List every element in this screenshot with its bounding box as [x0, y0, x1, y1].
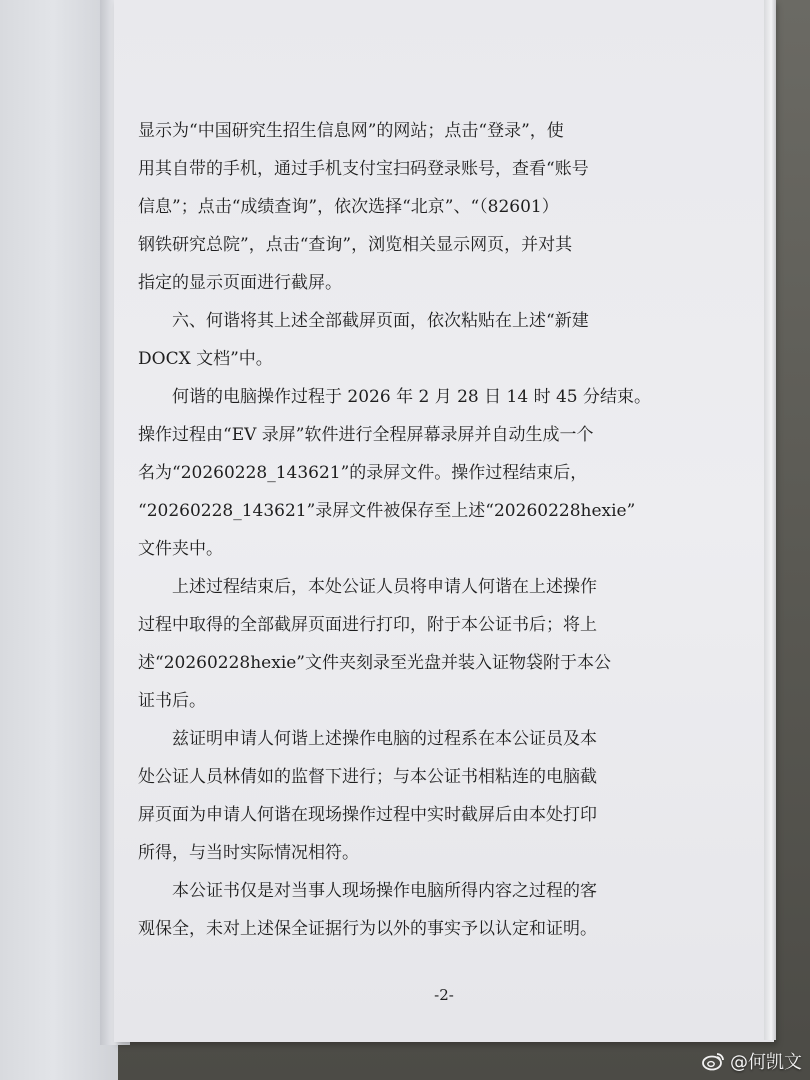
- text-line: 名为“20260228_143621”的录屏文件。操作过程结束后，: [138, 463, 588, 483]
- weibo-watermark: [702, 1048, 802, 1074]
- text-line: “20260228_143621”录屏文件被保存至上述“20260228hexie”: [138, 501, 636, 521]
- text-line: 钢铁研究总院”，点击“查询”，浏览相关显示网页，并对其: [138, 235, 573, 255]
- page-edge: [764, 0, 776, 1040]
- text-line: 用其自带的手机，通过手机支付宝扫码登录账号，查看“账号: [138, 159, 589, 179]
- text-line: 何谐的电脑操作过程于 2026 年 2 月 28 日 14 时 45 分结束。: [172, 387, 652, 407]
- paragraph: [138, 872, 668, 948]
- text-line: 所得，与当时实际情况相符。: [138, 843, 359, 863]
- text-line: 上述过程结束后，本处公证人员将申请人何谐在上述操作: [172, 577, 597, 597]
- paragraph: [138, 568, 668, 720]
- text-line: 六、何谐将其上述全部截屏页面，依次粘贴在上述“新建: [172, 311, 589, 331]
- text-line: 屏页面为申请人何谐在现场操作过程中实时截屏后由本处打印: [138, 805, 597, 825]
- page-number: -2-: [434, 986, 454, 1004]
- weibo-icon: [702, 1051, 726, 1071]
- paragraph: [138, 302, 668, 378]
- paragraph: [138, 720, 668, 872]
- text-line: 观保全，未对上述保全证据行为以外的事实予以认定和证明。: [138, 919, 597, 939]
- text-line: DOCX 文档”中。: [138, 349, 273, 369]
- text-line: 过程中取得的全部截屏页面进行打印，附于本公证书后；将上: [138, 615, 597, 635]
- text-line: 显示为“中国研究生招生信息网”的网站；点击“登录”，使: [138, 121, 564, 141]
- text-line: 述“20260228hexie”文件夹刻录至光盘并装入证物袋附于本公: [138, 653, 612, 673]
- watermark-handle: @何凯文: [730, 1052, 802, 1073]
- text-line: 处公证人员林倩如的监督下进行；与本公证书相粘连的电脑截: [138, 767, 597, 787]
- text-line: 信息”；点击“成绩查询”，依次选择“北京”、“（82601）: [138, 197, 559, 217]
- text-line: 本公证书仅是对当事人现场操作电脑所得内容之过程的客: [172, 881, 597, 901]
- text-line: 文件夹中。: [138, 539, 223, 559]
- text-line: 操作过程由“EV 录屏”软件进行全程屏幕录屏并自动生成一个: [138, 425, 594, 445]
- document-body: [138, 112, 668, 948]
- text-line: 兹证明申请人何谐上述操作电脑的过程系在本公证员及本: [172, 729, 597, 749]
- paragraph: [138, 378, 668, 568]
- text-line: 证书后。: [138, 691, 206, 711]
- paragraph: [138, 112, 668, 302]
- text-line: 指定的显示页面进行截屏。: [138, 273, 342, 293]
